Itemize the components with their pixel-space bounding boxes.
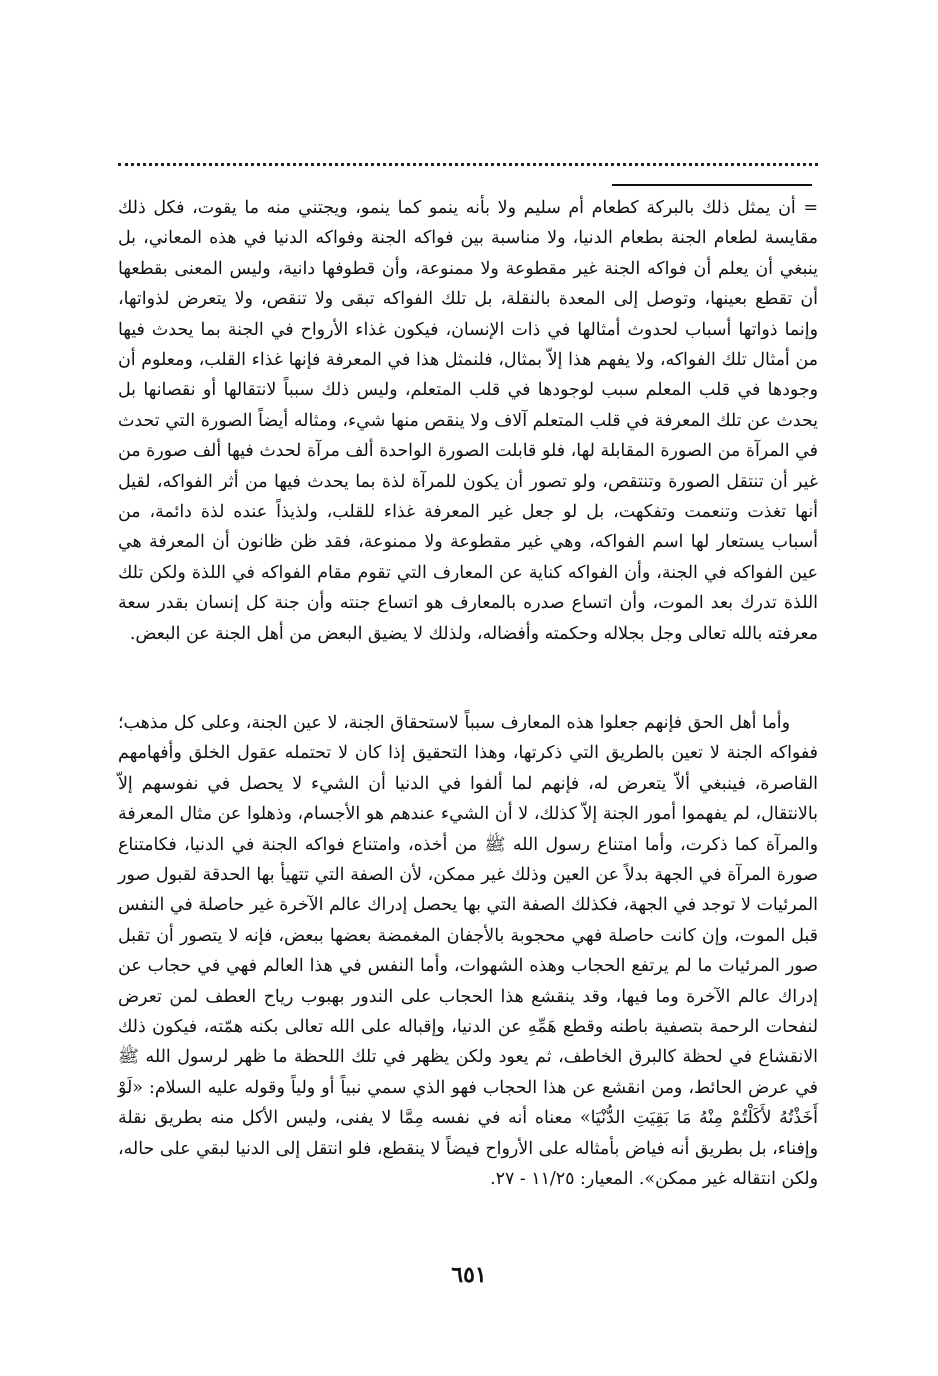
footnote-paragraph-1 [118, 193, 818, 649]
footnote-rule [612, 184, 812, 186]
footnote-text-2: وأما أهل الحق فإنهم جعلوا هذه المعارف سبباً لاستحقاق الجنة، لا عين الجنة، وعلى كل مذهب؛ ففواكه الجنة لا تعين بالطريق التي ذكرتها، وهذا التحقيق إذا كان لا تحتمله عقول الخلق وأفهامهم القاصرة، فينبغي ألاّ يتعرض له، فإنهم لما ألفوا في الدنيا أن الشيء لا يحصل في نفوسهم إلاّ بالانتقال، لم يفهموا أمور الجنة إلاّ كذلك، لا أن الشيء عندهم هو الأجسام، وذهلوا عن مثال المعرفة والمرآة كما ذكرت، وأما امتناع رسول الله ﷺ من أخذه، وامتناع فواكه الجنة في الدنيا، فكامتناع صورة المرآة في الجهة بدلاً عن العين وذلك غير ممكن، لأن الصفة التي تتهيأ بها الحدقة لقبول صور المرئيات لا توجد في الجهة، فكذلك الصفة التي بها يحصل إدراك عالم الآخرة غير حاصلة في النفس قبل الموت، وإن كانت حاصلة فهي محجوبة بالأجفان المغمضة بعضها ببعض، فإنه لا يتصور أن تقبل صور المرئيات ما لم يرتفع الحجاب وهذه الشهوات، وأما النفس في هذا العالم فهي في حجاب عن إدراك عالم الآخرة وما فيها، وقد ينقشع هذا الحجاب على الندور بهبوب رياح العطف لمن تعرض لنفحات الرحمة بتصفية باطنه وقطع هَمِّهِ عن الدنيا، وإقباله على الله تعالى بكنه همّته، فيكون ذلك الانقشاع في لحظة كالبرق الخاطف، ثم يعود ولكن يظهر في تلك اللحظة ما ظهر لرسول الله ﷺ في عرض الحائط، ومن انقشع عن هذا الحجاب فهو الذي سمي نبياً أو ولياً وقوله عليه السلام: «لَوْ أَخَذْتُهُ لأَكَلْتُمْ مِنْهُ مَا بَقِيَتِ الدُّنْيَا» معناه أنه في نفسه مِمَّا لا يفنى، وليس الأكل منه بطريق نقلة وإفناء، بل بطريق أنه فياض بأمثاله على الأرواح فيضاً لا ينقطع، فلو انتقل إلى الدنيا لبقي على حاله، ولكن انتقاله غير ممكن». المعيار: ١١/٢٥ - ٢٧. [118, 713, 818, 1190]
dotted-separator [118, 163, 818, 166]
footnote-paragraph-2 [118, 708, 818, 1195]
continuation-mark: = [803, 198, 819, 218]
page-number: ٦٥١ [451, 1262, 487, 1288]
footnote-text-1: أن يمثل ذلك بالبركة كطعام أم سليم ولا بأنه ينمو كما ينمو، ويجتني منه ما يقوت، فكل ذلك مقايسة لطعام الجنة بطعام الدنيا، ولا مناسبة بين فواكه الجنة وفواكه الدنيا في هذه المعاني، بل ينبغي أن يعلم أن فواكه الجنة غير مقطوعة ولا ممنوعة، وأن قطوفها دانية، وليس المعنى بقطعها أن تقطع بعينها، وتوصل إلى المعدة بالنقلة، بل تلك الفواكه تبقى ولا تنقص، ولا يتعرض لذواتها، وإنما ذواتها أسباب لحدوث أمثالها في ذات الإنسان، فيكون غذاء الأرواح في الجنة بما يحدث فيها من أمثال تلك الفواكه، ولا يفهم هذا إلاّ بمثال، فلنمثل هذا في المعرفة فإنها غذاء القلب، ومعلوم أن وجودها في قلب المعلم سبب لوجودها في قلب المتعلم، وليس ذلك سبباً لانتقالها أو نقصانها بل يحدث عن تلك المعرفة في قلب المتعلم آلاف ولا ينقص منها شيء، ومثاله أيضاً الصورة التي تحدث في المرآة من الصورة المقابلة لها، فلو قابلت الصورة الواحدة ألف مرآة لحدث فيها ألف صورة من غير أن تنتقل الصورة وتنتقص، ولو تصور أن يكون للمرآة لذة بما يحدث فيها من أثر الفواكه، لقيل أنها تغذت وتنعمت وتفكهت، بل لو جعل غير المعرفة غذاء للقلب، ولذيذاً عنده لذة دائمة، من أسباب يستعار لها اسم الفواكه، وهي غير مقطوعة ولا ممنوعة، فقد ظن ظانون أن المعرفة هي عين الفواكه في الجنة، وأن الفواكه كناية عن المعارف التي تقوم مقام الفواكه في اللذة ولكن تلك اللذة تدرك بعد الموت، وأن اتساع صدره بالمعارف هو اتساع جنته وأن جنة كل إنسان بقدر سعة معرفته بالله تعالى وجل بجلاله وحكمته وأفضاله، ولذلك لا يضيق البعض من أهل الجنة عن البعض. [118, 198, 818, 644]
